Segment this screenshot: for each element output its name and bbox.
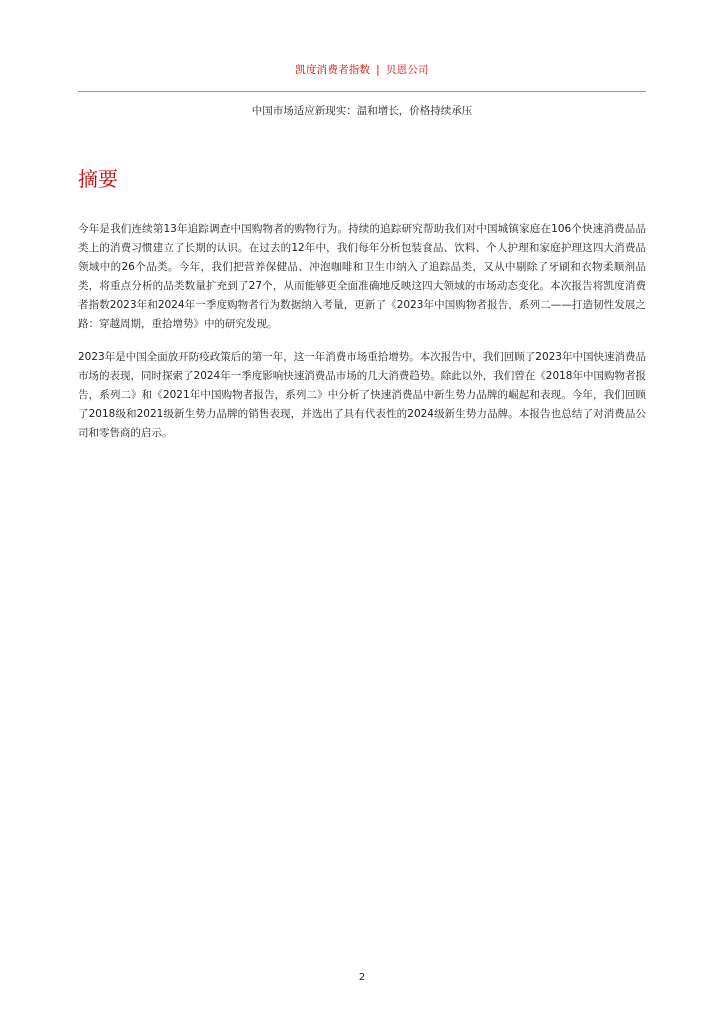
- summary-body: [78, 220, 646, 457]
- header-divider: [78, 91, 646, 92]
- report-subtitle: 中国市场适应新现实：温和增长，价格持续承压: [251, 105, 473, 117]
- summary-paragraph-1: 今年是我们连续第13年追踪调查中国购物者的购物行为。持续的追踪研究帮助我们对中国城镇家庭在106个快速消费品品类上的消费习惯建立了长期的认识。在过去的12年中，我们每年分析包装食品、饮料、个人护理和家庭护理这四大消费品领域中的26个品类。今年，我们把营养保健品、冲泡咖啡和卫生巾纳入了追踪品类，又从中剔除了牙刷和衣物柔顺剂品类，将重点分析的品类数量扩充到了27个，从而能够更全面准确地反映这四大领域的市场动态变化。本次报告将凯度消费者指数2023年和2024年一季度购物者行为数据纳入考量，更新了《2023年中国购物者报告，系列二——打造韧性发展之路：穿越周期，重拾增势》中的研究发现。: [78, 223, 646, 330]
- header-separator: |: [376, 64, 380, 76]
- section-title: 摘要: [78, 167, 118, 191]
- page-number: 2: [358, 972, 366, 983]
- header-publisher-bain: 贝恩公司: [385, 64, 429, 76]
- page-header: [0, 62, 724, 77]
- summary-paragraph-2: 2023年是中国全面放开防疫政策后的第一年，这一年消费市场重拾增势。本次报告中，我们回顾了2023年中国快速消费品市场的表现，同时探索了2024年一季度影响快速消费品市场的几大消费趋势。除此以外，我们曾在《2018年中国购物者报告，系列二》和《2021年中国购物者报告，系列二》中分析了快速消费品中新生势力品牌的崛起和表现。今年，我们回顾了2018级和2021级新生势力品牌的销售表现，并选出了具有代表性的2024级新生势力品牌。本报告也总结了对消费品公司和零售商的启示。: [78, 351, 646, 439]
- header-publisher-kantar: 凯度消费者指数: [295, 64, 371, 76]
